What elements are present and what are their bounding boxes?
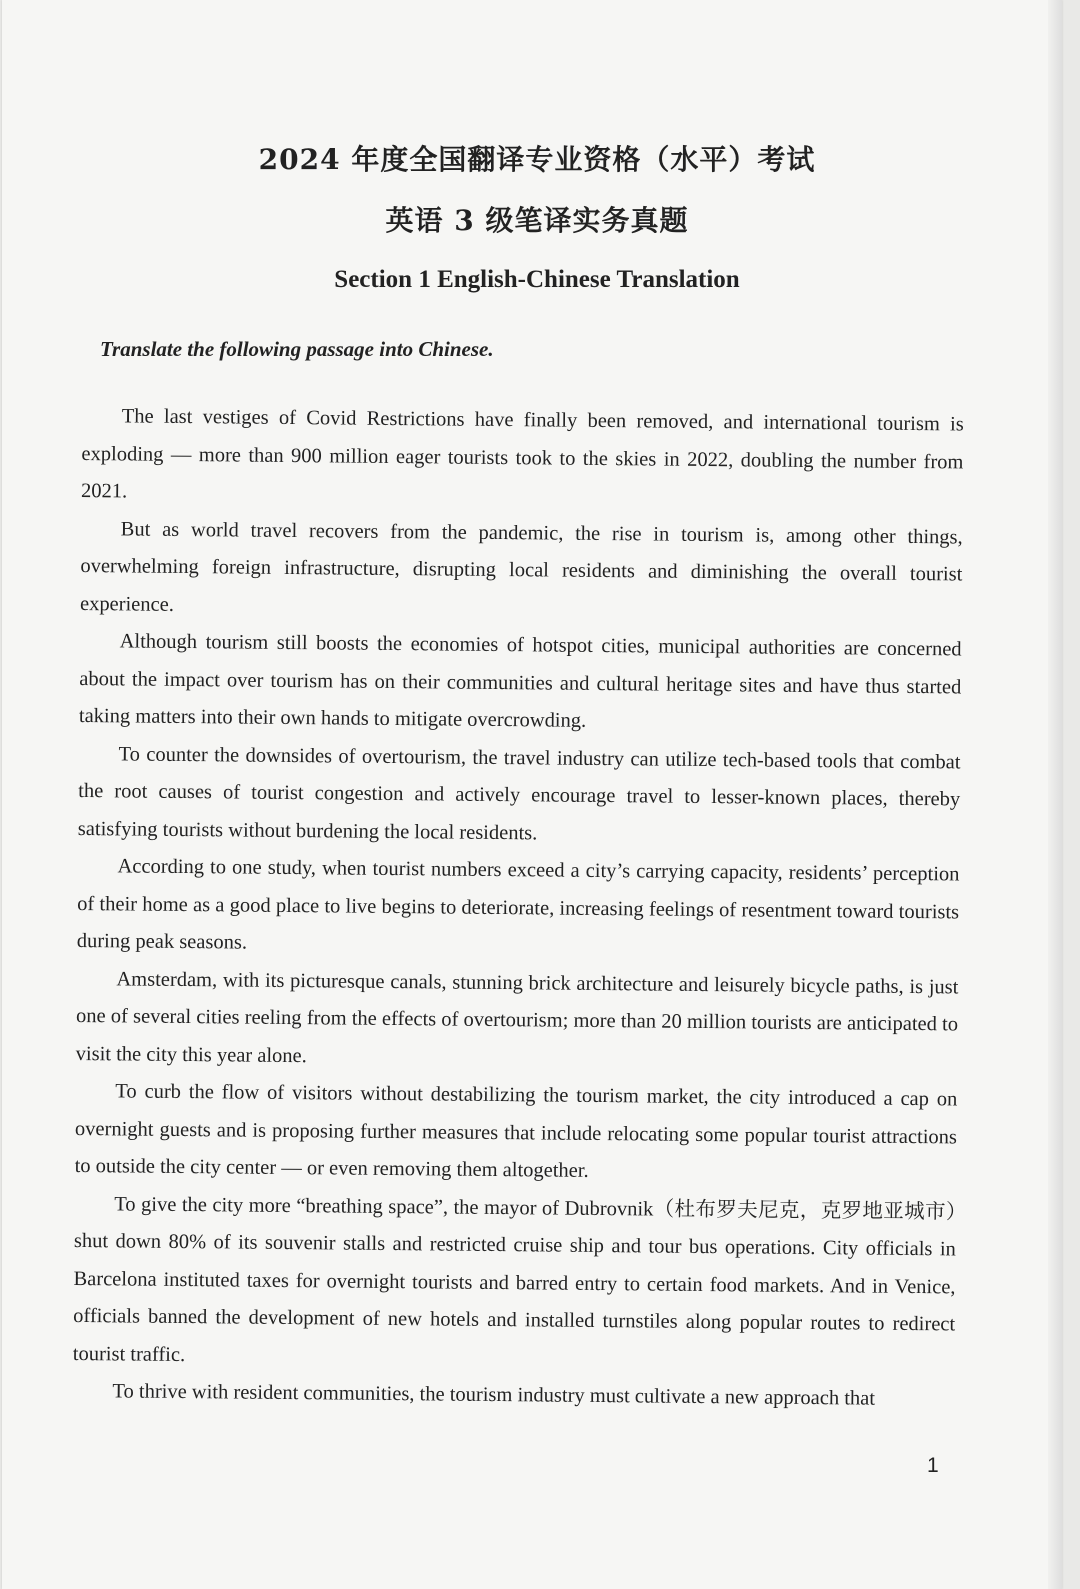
instruction-text: Translate the following passage into Chinese.: [100, 337, 494, 361]
paragraph-7: To curb the flow of visitors without destabilizing the tourism market, the city introduced a cap on overnight guests and is proposing further measures that include relocating some popular tourist attractions to outside the city center — or even removing them altogether.: [74, 1080, 958, 1182]
section-heading: Section 1 English-Chinese Translation: [334, 266, 740, 293]
paragraph-8: To give the city more “breathing space”, the mayor of Dubrovnik（杜布罗夫尼克，克罗地亚城市）shut down 80% of its souvenir stalls and restricted cruise ship and tour bus operations. City officials in Barcelona instituted taxes for overnight tourists and barred entry to certain food markets. And in Venice, officials banned the development of new hotels and installed turnstiles along popular routes to redirect tourist traffic.: [72, 1192, 957, 1366]
paragraph-9: To thrive with resident communities, the tourism industry must cultivate a new approach that: [112, 1380, 876, 1410]
paragraph-4: To counter the downsides of overtourism, the travel industry can utilize tech-based tools that combat the root causes of tourist congestion and actively encourage travel to lesser-known places, thereby satisfying tourists without burdening the local residents.: [77, 742, 961, 844]
paragraph-1: The last vestiges of Covid Restrictions have finally been removed, and international tourism is exploding — more than 900 million eager tourists took to the skies in 2022, doubling the number from 2021.: [81, 405, 964, 503]
exam-title: 2024 年度全国翻译专业资格（水平）考试: [258, 143, 816, 176]
passage: [72, 398, 964, 1419]
exam-page: [2, 0, 1062, 1589]
paragraph-3: Although tourism still boosts the economies of hotspot cities, municipal authorities are concerned about the impact over tourism has on their communities and cultural heritage sites and have thus started taking matters into their own hands to mitigate overcrowding.: [78, 630, 962, 732]
exam-subtitle: 英语 3 级笔译实务真题: [385, 204, 689, 237]
paragraph-2: But as world travel recovers from the pandemic, the rise in tourism is, among other things, overwhelming foreign infrastructure, disrupting local residents and diminishing the overall tourist experience.: [79, 517, 963, 616]
page-number: 1: [927, 1454, 939, 1477]
paragraph-6: Amsterdam, with its picturesque canals, stunning brick architecture and leisurely bicycle paths, is just one of several cities reeling from the effects of overtourism; more than 20 million tourists are anticipated to visit the city this year alone.: [75, 967, 959, 1067]
paragraph-5: According to one study, when tourist numbers exceed a city’s carrying capacity, residents’ perception of their home as a good place to live begins to deteriorate, increasing feelings of resentment toward tourists during peak seasons.: [76, 855, 960, 954]
